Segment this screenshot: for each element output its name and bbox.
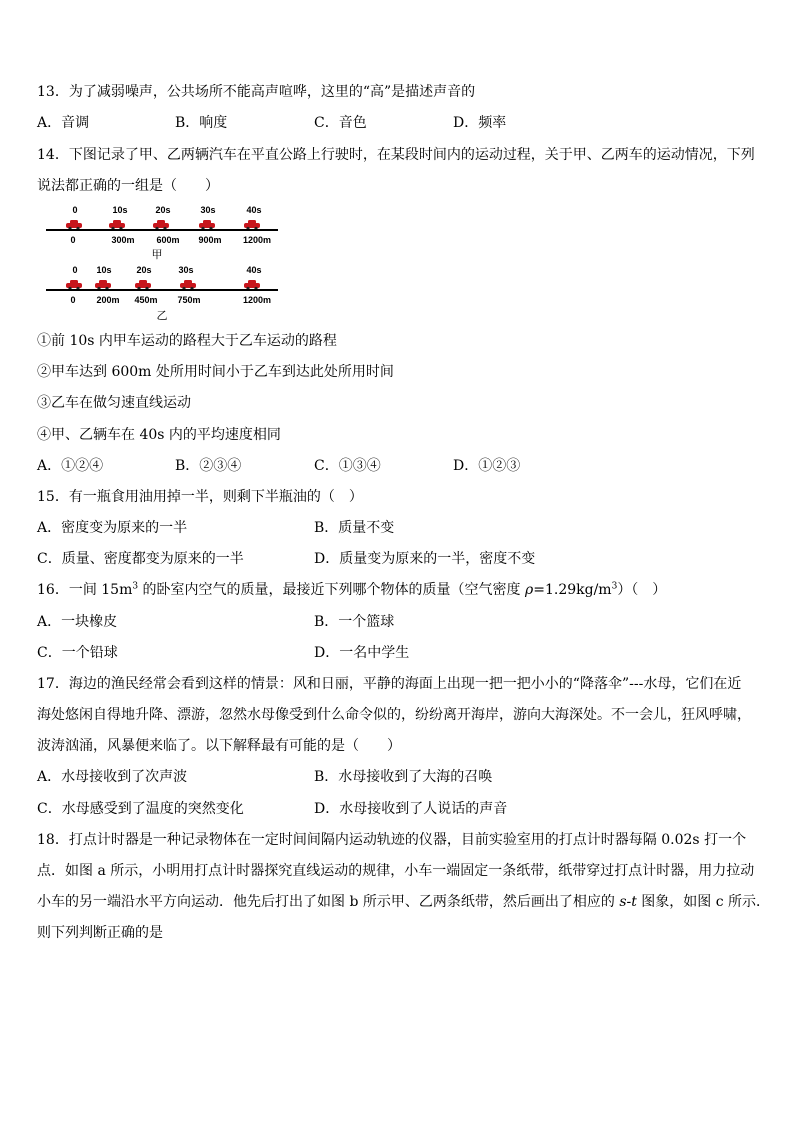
yi-time-0: 0 <box>72 265 78 275</box>
jia-time-3: 30s <box>200 205 216 215</box>
car-icon <box>199 220 215 230</box>
q13-option-c: C．音色 <box>314 115 367 131</box>
q15-option-a: A．密度变为原来的一半 <box>37 520 188 536</box>
q14-option-a: A．①②④ <box>37 458 104 474</box>
q17-stem-line2: 海处悠闲自得地升降、漂游，忽然水母像受到什么命令似的，纷纷离开海岸，游向大海深处。不一会儿，狂风呼啸， <box>37 707 751 723</box>
jia-distance-2: 600m <box>156 235 180 245</box>
q18-stem-line2: 点．如图 a 所示，小明用打点计时器探究直线运动的规律，小车一端固定一条纸带，纸带穿过打点计时器，用力拉动 <box>37 863 755 879</box>
yi-time-2: 20s <box>136 265 152 275</box>
q13-option-a: A．音调 <box>37 115 90 131</box>
car-icon <box>244 220 260 230</box>
jia-distance-4: 1200m <box>242 235 272 245</box>
q17-option-b: B．水母接收到了大海的召唤 <box>314 769 493 785</box>
q16-option-b: B．一个篮球 <box>314 614 395 630</box>
car-icon <box>135 280 151 290</box>
yi-distance-3: 750m <box>177 295 201 305</box>
car-motion-figure <box>44 203 280 321</box>
yi-time-3: 30s <box>178 265 194 275</box>
jia-time-2: 20s <box>155 205 171 215</box>
car-icon <box>180 280 196 290</box>
q16-option-c: C．一个铅球 <box>37 645 118 661</box>
jia-distance-0: 0 <box>70 235 76 245</box>
q14-option-c: C．①③④ <box>314 458 381 474</box>
q17-stem-line3: 波涛汹涌，风暴便来临了。以下解释最有可能的是（ ） <box>37 738 401 754</box>
q14-option-d: D．①②③ <box>453 458 521 474</box>
q14-option-b: B．②③④ <box>175 458 242 474</box>
yi-distance-0: 0 <box>70 295 76 305</box>
jia-time-1: 10s <box>112 205 128 215</box>
jia-distance-3: 900m <box>198 235 222 245</box>
jia-label: 甲 <box>151 249 163 261</box>
q17-option-c: C．水母感受到了温度的突然变化 <box>37 801 244 817</box>
q14-statement-3: ③乙车在做匀速直线运动 <box>37 395 191 411</box>
q13-stem: 13．为了减弱噪声，公共场所不能高声喧哗，这里的“高”是描述声音的 <box>37 84 476 100</box>
jia-time-labels <box>72 205 261 215</box>
q13-option-d: D．频率 <box>453 115 507 131</box>
q16-option-d: D．一名中学生 <box>314 645 410 661</box>
car-icon <box>66 280 82 290</box>
car-icon <box>66 220 82 230</box>
q15-option-d: D．质量变为原来的一半，密度不变 <box>314 551 536 567</box>
jia-time-0: 0 <box>72 205 78 215</box>
q14-statement-1: ①前 10s 内甲车运动的路程大于乙车运动的路程 <box>37 333 337 349</box>
jia-distance-labels <box>70 235 271 245</box>
q14-statement-2: ②甲车达到 600m 处所用时间小于乙车到达此处所用时间 <box>37 364 394 380</box>
yi-time-1: 10s <box>96 265 112 275</box>
yi-time-labels <box>72 265 261 275</box>
yi-distance-2: 450m <box>134 295 158 305</box>
car-motion-diagram <box>44 203 280 321</box>
car-icon <box>109 220 125 230</box>
q17-option-a: A．水母接收到了次声波 <box>37 769 188 785</box>
yi-distance-4: 1200m <box>242 295 272 305</box>
yi-distance-labels <box>70 295 271 305</box>
q14-statement-4: ④甲、乙辆车在 40s 内的平均速度相同 <box>37 427 281 443</box>
q18-stem-line3: 小车的另一端沿水平方向运动．他先后打出了如图 b 所示甲、乙两条纸带，然后画出了相应的 s-t 图象，如图 c 所示． <box>37 894 771 910</box>
yi-distance-1: 200m <box>96 295 120 305</box>
q15-option-b: B．质量不变 <box>314 520 395 536</box>
q14-stem-line1: 14．下图记录了甲、乙两辆汽车在平直公路上行驶时，在某段时间内的运动过程，关于甲、乙两车的运动情况，下列 <box>37 147 755 163</box>
q16-option-a: A．一块橡皮 <box>37 614 118 630</box>
yi-label: 乙 <box>156 310 168 321</box>
q15-option-c: C．质量、密度都变为原来的一半 <box>37 551 244 567</box>
q17-option-d: D．水母接收到了人说话的声音 <box>314 801 508 817</box>
q14-stem-line2: 说法都正确的一组是（ ） <box>37 178 219 194</box>
jia-time-4: 40s <box>246 205 262 215</box>
q18-stem-line4: 则下列判断正确的是 <box>37 925 163 941</box>
car-icon <box>244 280 260 290</box>
q16-stem: 16．一间 $15m^3$ 的卧室内空气的质量，最接近下列哪个物体的质量（空气密度 $\rho=1.29kg/m^3$）（ ） <box>37 581 667 598</box>
jia-distance-1: 300m <box>111 235 135 245</box>
q13-option-b: B．响度 <box>175 115 228 131</box>
car-icon <box>153 220 169 230</box>
yi-time-4: 40s <box>246 265 262 275</box>
jia-cars <box>66 220 260 230</box>
q17-stem-line1: 17．海边的渔民经常会看到这样的情景：风和日丽，平静的海面上出现一把一把小小的“降落伞”---水母，它们在近 <box>37 676 742 692</box>
q15-stem: 15．有一瓶食用油用掉一半，则剩下半瓶油的（ ） <box>37 489 363 505</box>
yi-cars <box>66 280 260 290</box>
q18-stem-line1: 18．打点计时器是一种记录物体在一定时间间隔内运动轨迹的仪器，目前实验室用的打点计时器每隔 0.02s 打一个 <box>37 832 747 848</box>
car-icon <box>95 280 111 290</box>
